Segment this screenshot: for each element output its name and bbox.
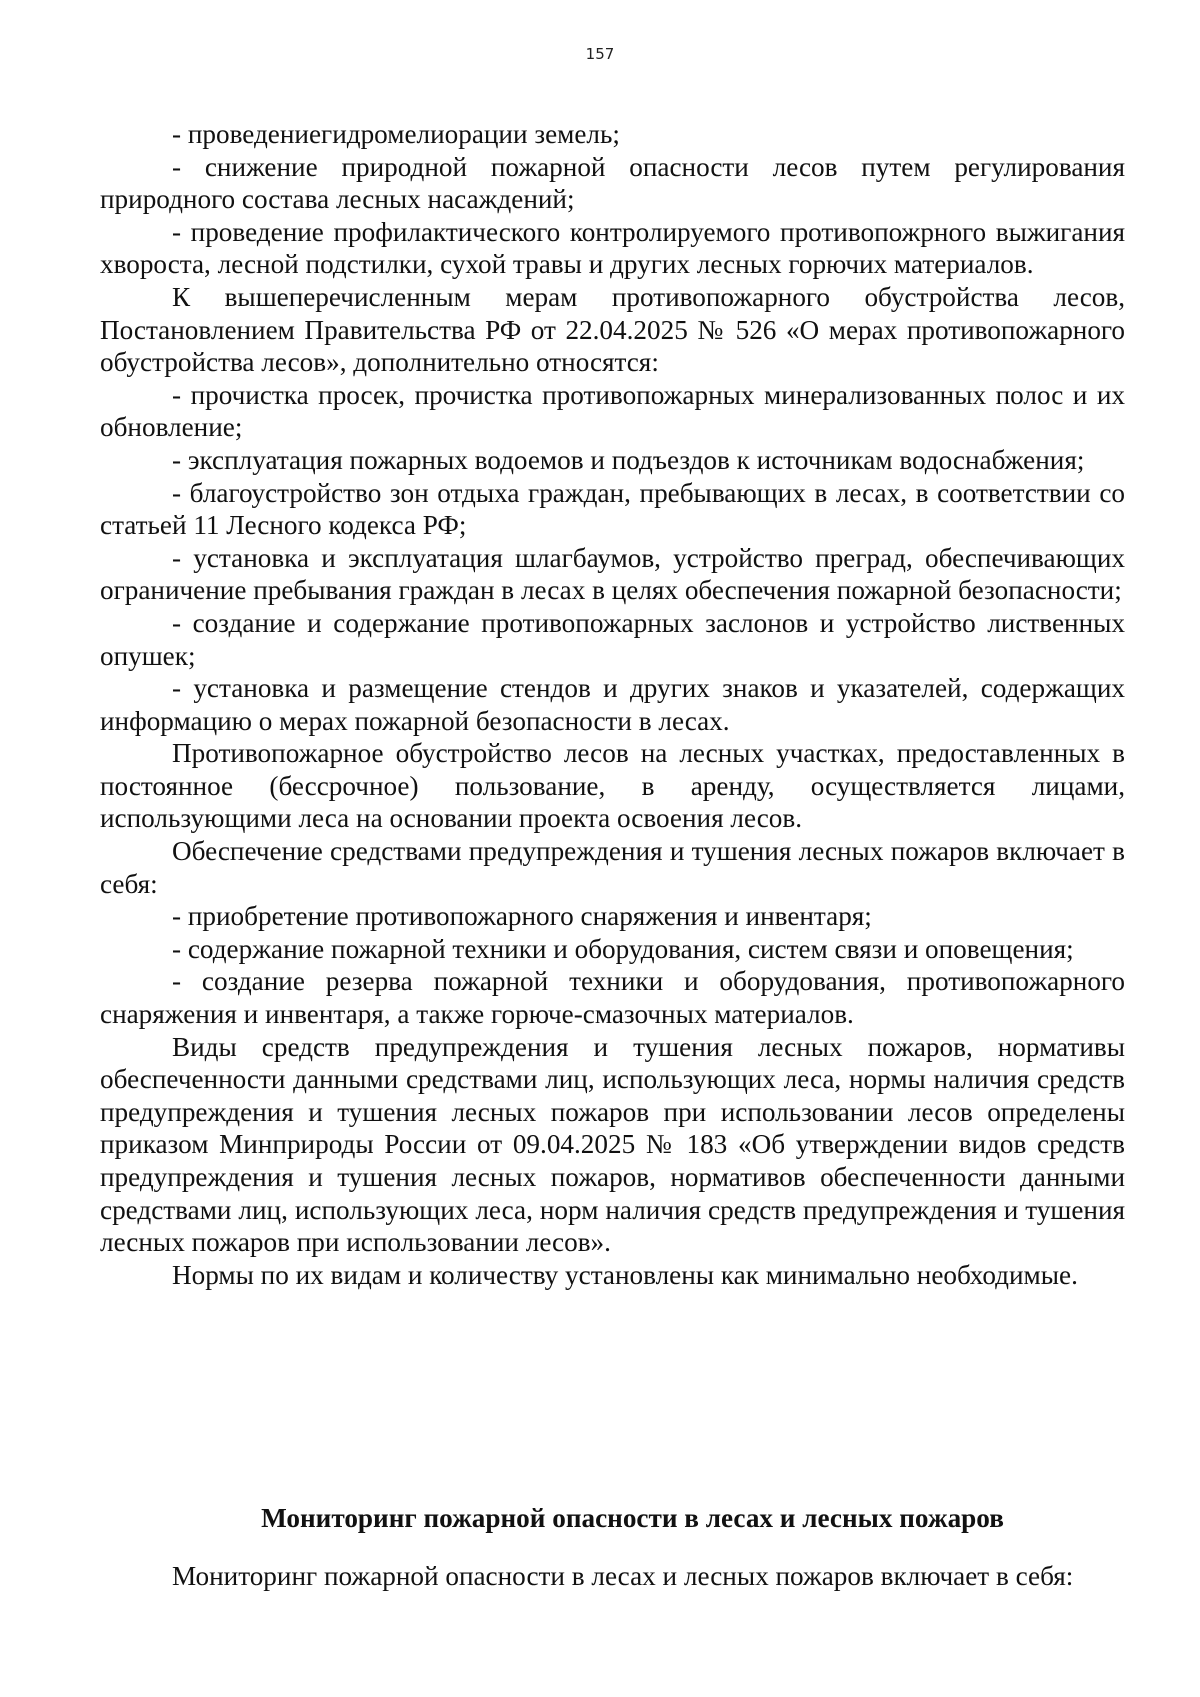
paragraph-ministry-order: Виды средств предупреждения и тушения лесных пожаров, нормативы обеспеченности данными средствами лиц, использующих леса, нормы наличия средств предупреждения и тушения лесных пожаров при использовании лесов определены приказом Минприроды России от 09.04.2025 № 183 «Об утверждении видов средств предупреждения и тушения лесных пожаров, нормативов обеспеченности данными средствами лиц, использующих леса, норм наличия средств предупреждения и тушения лесных пожаров при использовании лесов». [100,1031,1125,1258]
section-heading: Мониторинг пожарной опасности в лесах и лесных пожаров [261,1503,1004,1533]
paragraph-barriers: - установка и эксплуатация шлагбаумов, устройство преград, обеспечивающих ограничение пребывания граждан в лесах в целях обеспечения пожарной безопасности; [100,542,1125,606]
paragraph-info-signs: - установка и размещение стендов и других знаков и указателей, содержащих информацию о мерах пожарной безопасности в лесах. [100,673,1125,736]
body-text [100,118,1125,1291]
paragraph-provision-means: Обеспечение средствами предупреждения и тушения лесных пожаров включает в себя: [100,836,1125,899]
section-intro: Мониторинг пожарной опасности в лесах и лесных пожаров включает в себя: [172,1561,1074,1591]
paragraph-equipment-maintenance: - содержание пожарной техники и оборудования, систем связи и оповещения; [172,933,1074,964]
paragraph-clearing-strips: - прочистка просек, прочистка противопожарных минерализованных полос и их обновление; [100,379,1125,443]
paragraph-fire-breaks: - создание и содержание противопожарных заслонов и устройство лиственных опушек; [100,607,1125,671]
paragraph-fire-risk-reduction: - снижение природной пожарной опасности лесов путем регулирования природного состава лесных насаждений; [100,151,1125,215]
paragraph-reserve: - создание резерва пожарной техники и оборудования, противопожарного снаряжения и инвентаря, а также горюче-смазочных материалов. [100,966,1125,1030]
paragraph-norms: Нормы по их видам и количеству установлены как минимально необходимые. [172,1259,1078,1290]
paragraph-government-decree: К вышеперечисленным мерам противопожарного обустройства лесов, Постановлением Правительства РФ от 22.04.2025 № 526 «О мерах противопожарного обустройства лесов», дополнительно относятся: [100,281,1125,378]
paragraph-leased-plots: Противопожарное обустройство лесов на лесных участках, предоставленных в постоянное (бессрочное) пользование, в аренду, осуществляется лицами, использующими леса на основании проекта освоения лесов. [100,738,1125,834]
paragraph-hydromelioration: - проведениегидромелиорации земель; [172,119,620,149]
page-number: 157 [585,45,615,63]
paragraph-controlled-burning: - проведение профилактического контролируемого противопожрного выжигания хвороста, лесной подстилки, сухой травы и других лесных горючих материалов. [100,216,1125,280]
paragraph-water-reservoirs: - эксплуатация пожарных водоемов и подъездов к источникам водоснабжения; [172,444,1085,475]
paragraph-recreation-zones: - благоустройство зон отдыха граждан, пребывающих в лесах, в соответствии со статьей 11 Лесного кодекса РФ; [100,477,1125,541]
paragraph-equipment-purchase: - приобретение противопожарного снаряжения и инвентаря; [172,901,872,932]
